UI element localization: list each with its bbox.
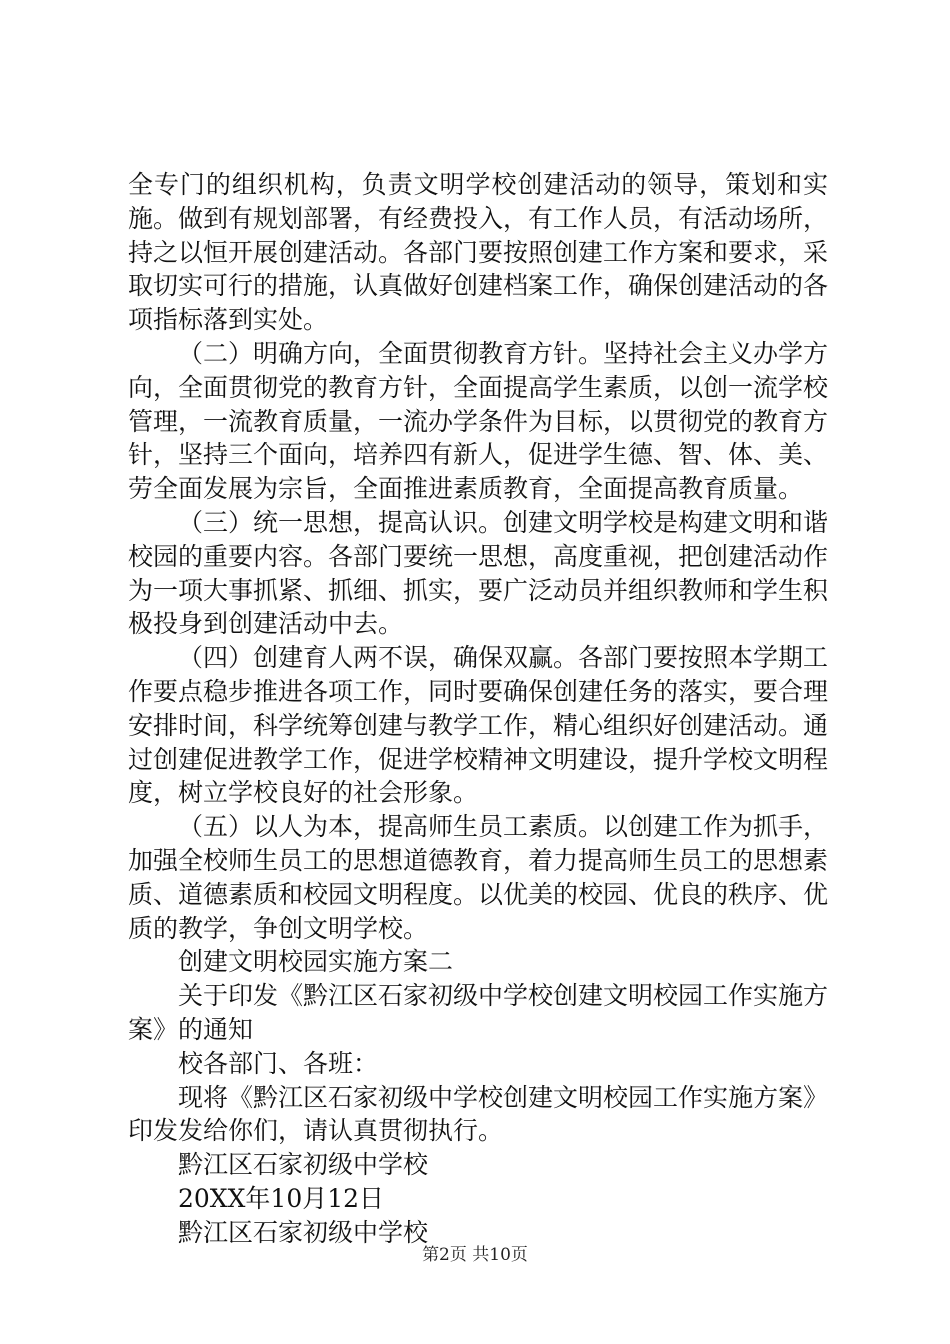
body-paragraph: （二）明确方向，全面贯彻教育方针。坚持社会主义办学方向，全面贯彻党的教育方针，全面提高学生素质，以创一流学校管理，一流教育质量，一流办学条件为目标，以贯彻党的教育方针，坚持三个面向，培养四有新人，促进学生德、智、体、美、劳全面发展为宗旨，全面推进素质教育，全面提高教育质量。: [128, 338, 829, 504]
issuer-name: 黔江区石家初级中学校: [178, 1150, 429, 1180]
notice-title: 关于印发《黔江区石家初级中学校创建文明校园工作实施方案》的通知: [128, 981, 829, 1044]
document-body: [128, 168, 828, 1250]
body-paragraph: （四）创建育人两不误，确保双赢。各部门要按照本学期工作要点稳步推进各项工作，同时要确保创建任务的落实，要合理安排时间，科学统筹创建与教学工作，精心组织好创建活动。通过创建促进教学工作，促进学校精神文明建设，提升学校文明程度，树立学校良好的社会形象。: [128, 643, 829, 808]
notice-recipient: 校各部门、各班：: [178, 1048, 379, 1078]
issue-date: 20XX年10月12日: [178, 1183, 385, 1213]
body-paragraph: （五）以人为本，提高师生员工素质。以创建工作为抓手，加强全校师生员工的思想道德教育，着力提高师生员工的思想素质、道德素质和校园文明程度。以优美的校园、优良的秩序、优质的教学，争创文明学校。: [128, 812, 829, 943]
notice-body: 现将《黔江区石家初级中学校创建文明校园工作实施方案》印发发给你们，请认真贯彻执行。: [128, 1082, 829, 1146]
body-paragraph: 全专门的组织机构，负责文明学校创建活动的领导，策划和实施。做到有规划部署，有经费投入，有工作人员，有活动场所，持之以恒开展创建活动。各部门要按照创建工作方案和要求，采取切实可行的措施，认真做好创建档案工作，确保创建活动的各项指标落到实处。: [128, 170, 829, 335]
section-heading: 创建文明校园实施方案二: [178, 947, 454, 977]
body-paragraph: （三）统一思想，提高认识。创建文明学校是构建文明和谐校园的重要内容。各部门要统一思想，高度重视，把创建活动作为一项大事抓紧、抓细、抓实，要广泛动员并组织教师和学生积极投身到创建活动中去。: [128, 507, 829, 639]
page-number-footer: 第2页 共10页: [422, 1245, 528, 1265]
issuer-name-repeat: 黔江区石家初级中学校: [178, 1217, 429, 1247]
